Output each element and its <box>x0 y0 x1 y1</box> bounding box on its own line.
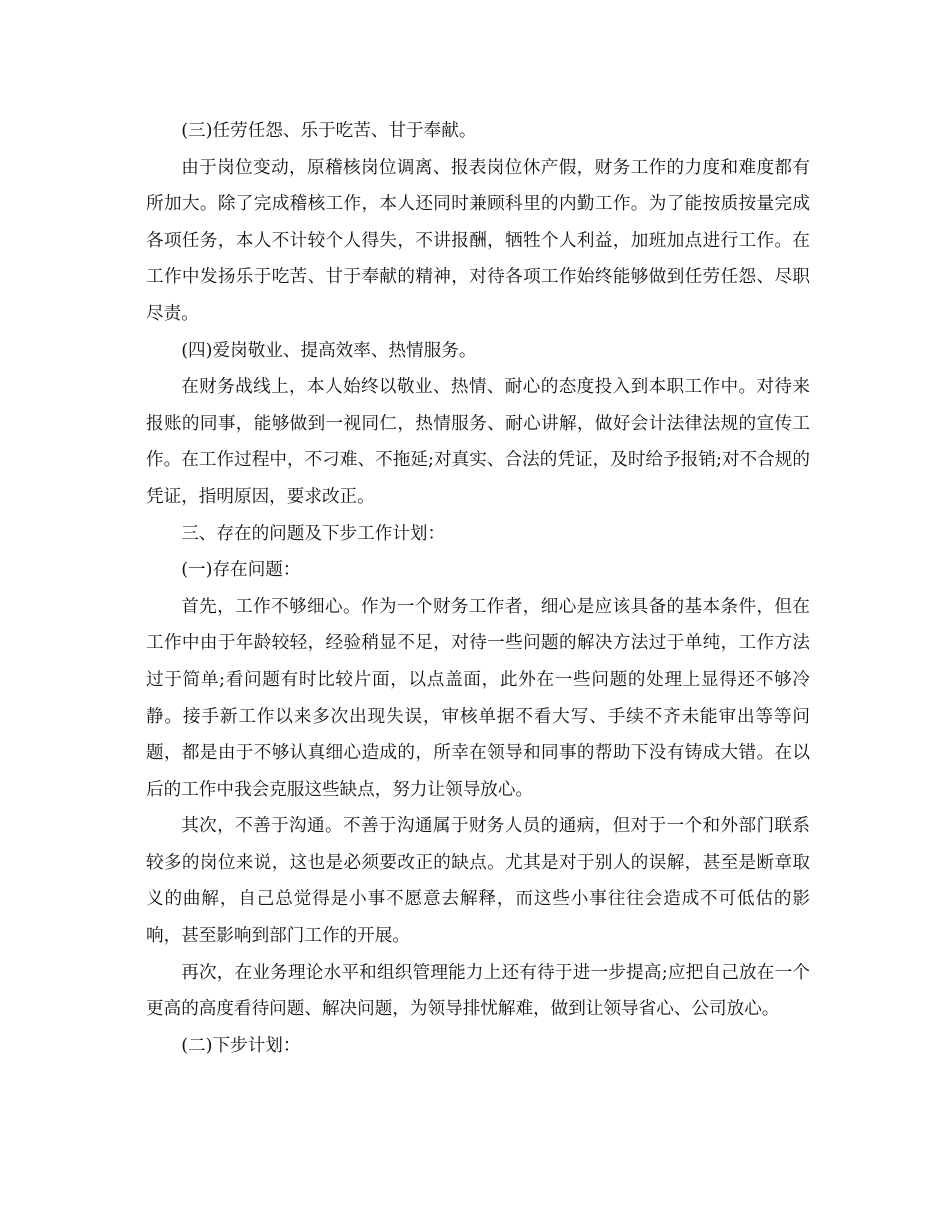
body-paragraph: 其次，不善于沟通。不善于沟通属于财务人员的通病，但对于一个和外部门联系较多的岗位来说，这也是必须要改正的缺点。尤其是对于别人的误解，甚至是断章取义的曲解，自己总觉得是小事不愿意去解释，而这些小事往往会造成不可低估的影响，甚至影响到部门工作的开展。 <box>146 816 810 947</box>
chapter-heading: 三、存在的问题及下步工作计划： <box>181 523 446 544</box>
subsection-heading-plan: (二)下步计划： <box>181 1035 301 1056</box>
body-paragraph: 由于岗位变动，原稽核岗位调离、报表岗位休产假，财务工作的力度和难度都有所加大。除了完成稽核工作，本人还同时兼顾科里的内勤工作。为了能按质按量完成各项任务，本人不计较个人得失，不讲报酬，牺牲个人利益，加班加点进行工作。在工作中发扬乐于吃苦、甘于奉献的精神，对待各项工作始终能够做到任劳任怨、尽职尽责。 <box>146 157 810 324</box>
body-paragraph: 再次，在业务理论水平和组织管理能力上还有待于进一步提高;应把自己放在一个更高的高度看待问题、解决问题，为领导排忧解难，做到让领导省心、公司放心。 <box>146 962 810 1020</box>
document-body <box>146 113 810 1064</box>
section-heading-4: (四)爱岗敬业、提高效率、热情服务。 <box>181 340 477 361</box>
section-heading-3: (三)任劳任怨、乐于吃苦、甘于奉献。 <box>181 121 477 141</box>
body-paragraph: 在财务战线上，本人始终以敬业、热情、耐心的态度投入到本职工作中。对待来报账的同事，能够做到一视同仁，热情服务、耐心讲解，做好会计法律法规的宣传工作。在工作过程中，不刁难、不拖延;对真实、合法的凭证，及时给予报销;对不合规的凭证，指明原因，要求改正。 <box>146 377 810 507</box>
body-paragraph: 首先，工作不够细心。作为一个财务工作者，细心是应该具备的基本条件，但在工作中由于年龄较轻，经验稍显不足，对待一些问题的解决方法过于单纯，工作方法过于简单;看问题有时比较片面，以点盖面，此外在一些问题的处理上显得还不够冷静。接手新工作以来多次出现失误，审核单据不看大写、手续不齐未能审出等等问题，都是由于不够认真细心造成的，所幸在领导和同事的帮助下没有铸成大错。在以后的工作中我会克服这些缺点，努力让领导放心。 <box>146 596 810 800</box>
subsection-heading-problems: (一)存在问题： <box>181 560 301 581</box>
